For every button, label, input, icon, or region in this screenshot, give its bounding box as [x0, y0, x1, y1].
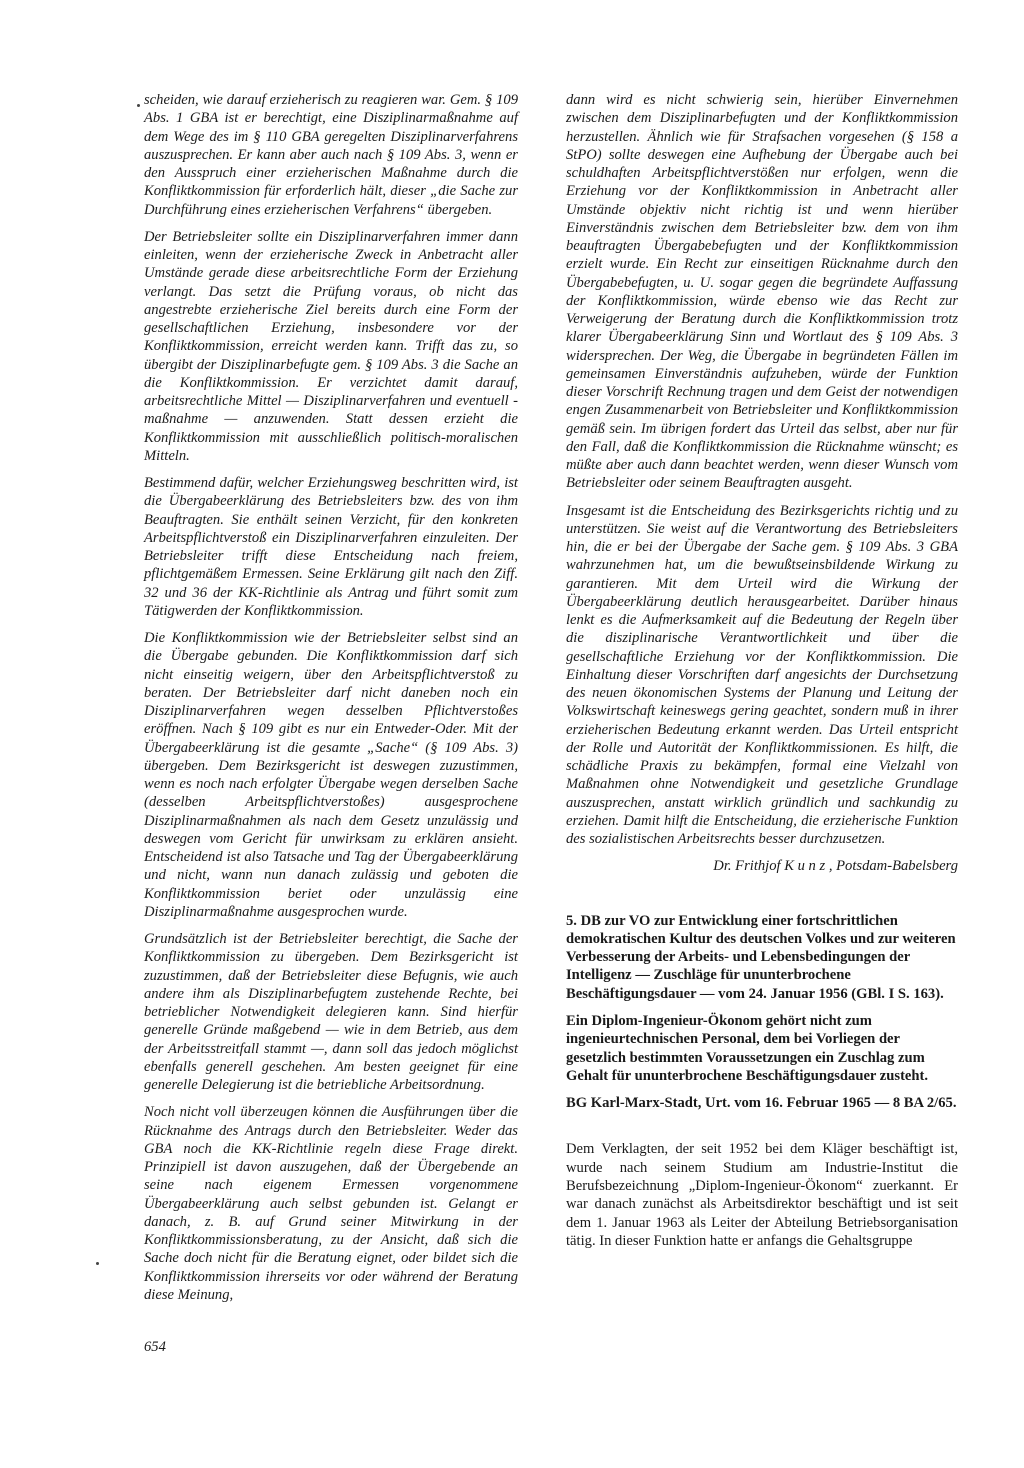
paragraph: Der Betriebsleiter sollte ein Disziplinarverfahren immer dann einleiten, wenn der erzieherische Zweck in Anbetracht aller Umstände gerade diese arbeitsrechtliche Form der Erziehung verlangt. Das setzt die Prüfung voraus, ob nicht das angestrebte erzieherische Ziel bereits durch eine Form der gesellschaftlichen Erziehung, insbesondere vor der Konfliktkommission, erreicht werden kann. Trifft das zu, so übergibt der Disziplinarbefugte gem. § 109 Abs. 3 die Sache an die Konfliktkommission. Er verzichtet damit darauf, arbeitsrechtliche Mittel — Disziplinarverfahren und eventuell -maßnahme — anzuwenden. Statt dessen erzieht die Konfliktkommission mit ausschließlich politisch-moralischen Mitteln. — [144, 228, 518, 464]
paragraph: Noch nicht voll überzeugen können die Ausführungen über die Rücknahme des Antrags durch den Betriebsleiter. Weder das GBA noch die KK-Richtlinie regeln diese Frage direkt. Prinzipiell ist davon auszugehen, daß der Übergebende an seine nach eigenem Ermessen vorgenommene Übergabeerklärung auch selbst gebunden ist. Gelangt er danach, z. B. auf Grund seiner Mitwirkung in der Konfliktkommissionsberatung, zu der Ansicht, daß sich die Sache doch nicht für die Beratung eignet, oder bildet sich die Konfliktkommission ihrerseits vor oder während der Beratung diese Meinung, — [144, 1104, 518, 1303]
ruling-title: 5. DB zur VO zur Entwicklung einer fortschrittlichen demokratischen Kultur des deutschen Volkes und zur weiteren Verbesserung der Arbeits- und Lebensbedingungen der Intelligenz — Zuschläge für ununterbrochene Beschäftigungsdauer — vom 24. Januar 1956 (GBl. I S. 163). — [566, 912, 956, 1002]
paragraph: Grundsätzlich ist der Betriebsleiter berechtigt, die Sache der Konfliktkommission zu übergeben. Dem Bezirksgericht ist zuzustimmen, daß der Betriebsleiter diese Befugnis, wie auch andere ihm als Disziplinarbefugtem zustehende Rechte, bei betrieblicher Notwendigkeit delegieren kann. Sind hierfür generelle Gründe maßgebend — wie in dem Betrieb, aus dem der Arbeitsstreitfall stammt —, dann soll das jedoch möglichst ebenfalls generell geschehen. Am besten geeignet für eine generelle Delegierung ist die betriebliche Arbeitsordnung. — [144, 931, 518, 1093]
paragraph: Bestimmend dafür, welcher Erziehungsweg beschritten wird, ist die Übergabeerklärung des Betriebsleiters bzw. des von ihm Beauftragten. Sie enthält seinen Verzicht, für den konkreten Arbeitspflichtverstoß ein Disziplinarverfahren einzuleiten. Der Betriebsleiter trifft diese Entscheidung nach freiem, pflichtgemäßem Ermessen. Seine Erklärung gilt nach den Ziff. 32 und 36 der KK-Richtlinie als Antrag und führt somit zum Tätigwerden der Konfliktkommission. — [144, 475, 518, 619]
author-signature: Dr. Frithjof K u n z , Potsdam-Babelsberg — [713, 858, 958, 875]
scan-speck — [137, 104, 140, 107]
scan-speck — [96, 1262, 99, 1265]
ruling-summary: Ein Diplom-Ingenieur-Ökonom gehört nicht zum ingenieurtechnischen Personal, dem bei Vorliegen der gesetzlich bestimmten Voraussetzungen ein Zuschlag zum Gehalt für ununterbrochene Beschäftigungsdauer zusteht. — [566, 1012, 929, 1084]
right-column — [566, 91, 958, 1259]
paragraph: Insgesamt ist die Entscheidung des Bezirksgerichts richtig und zu unterstützen. Sie weist auf die Verantwortung des Betriebsleiters hin, die er bei der Übergabe der Sache gem. § 109 Abs. 3 GBA wahrzunehmen hat, um die bewußtseinsbildende Wirkung zu garantieren. Mit dem Urteil wird die Wirkung der Übergabeerklärung deutlich herausgearbeitet. Darüber hinaus lenkt es die Aufmerksamkeit auf die Bedeutung der Regeln über die disziplinarische Verantwortlichkeit und über die gesellschaftliche Erziehung vor der Konfliktkommission. Die Einhaltung dieser Vorschriften darf angesichts der Durchsetzung des neuen ökonomischen Systems der Planung und Leitung der Volkswirtschaft keineswegs gering geachtet, sondern muß in ihrer erzieherischen Bedeutung erkannt werden. Das Urteil entspricht der Rolle und Autorität der Konfliktkommissionen. Es hilft, die schädliche Praxis zu bekämpfen, formal eine Vielzahl von Maßnahmen ohne Notwendigkeit und gesetzliche Grundlage auszusprechen, anstatt wirklich gründlich und sachkundig zu erziehen. Damit hilft die Entscheidung, die erzieherische Funktion des sozialistischen Arbeitsrechts besser durchzusetzen. — [566, 502, 958, 847]
page-number: 654 — [144, 1339, 166, 1355]
paragraph: scheiden, wie darauf erzieherisch zu reagieren war. Gem. § 109 Abs. 1 GBA ist er berechtigt, eine Disziplinarmaßnahme auf dem Wege des im § 110 GBA geregelten Disziplinarverfahrens auszusprechen. Er kann aber auch nach § 109 Abs. 3, wenn er den Ausspruch einer erzieherischen Maßnahme durch die Konfliktkommission für erforderlich hält, dieser „die Sache zur Durchführung eines erzieherischen Verfahrens“ übergeben. — [144, 92, 518, 218]
case-body-text: Dem Verklagten, der seit 1952 bei dem Kläger beschäftigt ist, wurde nach seinem Studium am Industrie-Institut die Berufsbezeichnung „Diplom-Ingenieur-Ökonom“ zuerkannt. Er war danach zunächst als Arbeitsdirektor beschäftigt und ist seit dem 1. Januar 1963 als Leiter der Abteilung Betriebsorganisation tätig. In dieser Funktion hatte er anfangs die Gehaltsgruppe — [566, 1141, 958, 1249]
court-reference: BG Karl-Marx-Stadt, Urt. vom 16. Februar 1965 — 8 BA 2/65. — [566, 1095, 957, 1112]
left-column — [144, 91, 518, 1313]
paragraph: Die Konfliktkommission wie der Betriebsleiter selbst sind an die Übergabe gebunden. Die Konfliktkommission darf sich nicht einseitig weigern, über den Arbeitspflichtverstoß zu beraten. Der Betriebsleiter darf nicht daneben noch ein Disziplinarverfahren wegen desselben Pflichtverstoßes eröffnen. Nach § 109 gibt es nur ein Entweder-Oder. Mit der Übergabeerklärung ist die gesamte „Sache“ (§ 109 Abs. 3) übergeben. Dem Bezirksgericht ist deswegen zuzustimmen, wenn es noch nach erfolgter Übergabe wegen derselben Sache (desselben Arbeitspflichtverstoßes) ausgesprochene Disziplinarmaßnahmen als nach dem Gesetz unzulässig und deswegen vom Gericht für unwirksam zu erklären ansieht. Entscheidend ist also Tatsache und Tag der Übergabeerklärung und nicht, wann nun danach zulässig und geboten die Konfliktkommission beriet oder unzulässig eine Disziplinarmaßnahme ausgesprochen wurde. — [144, 630, 518, 920]
paragraph: dann wird es nicht schwierig sein, hierüber Einvernehmen zwischen dem Disziplinarbefugten und der Konfliktkommission herzustellen. Ähnlich wie für Strafsachen vorgesehen (§ 158 a StPO) sollte deswegen eine Aufhebung der Übergabe auch bei schuldhaften Arbeitspflichtverstößen nur erfolgen, wenn die Erziehung vor der Konfliktkommission in Anbetracht aller Umstände objektiv nicht richtig ist und wenn hierüber Einverständnis zwischen dem Betriebsleiter bzw. dem von ihm beauftragten Übergabebefugten und der Konfliktkommission erzielt wurde. Ein Recht zur einseitigen Rücknahme durch den Übergabebefugten, u. U. sogar gegen die begründete Auffassung der Konfliktkommission, würde ebenso wie das Recht zur Verweigerung der Beratung durch die Konfliktkommission trotz klarer Übergabeerklärung Sinn und Wortlaut des § 109 Abs. 3 widersprechen. Der Weg, die Übergabe in begründeten Fällen im gemeinsamen Einverständnis aufzuheben, würde der Funktion dieser Vorschrift Rechnung tragen und dem Geist der notwendigen engen Zusammenarbeit von Betriebsleiter und Konfliktkommission gemäß sein. Im übrigen fordert das Urteil das selbst, aber nur für den Fall, daß die Konfliktkommission die Rücknahme wünscht; es müßte aber auch dann beachtet werden, wenn dieser Wunsch vom Betriebsleiter oder seinem Beauftragten ausgeht. — [566, 92, 958, 492]
